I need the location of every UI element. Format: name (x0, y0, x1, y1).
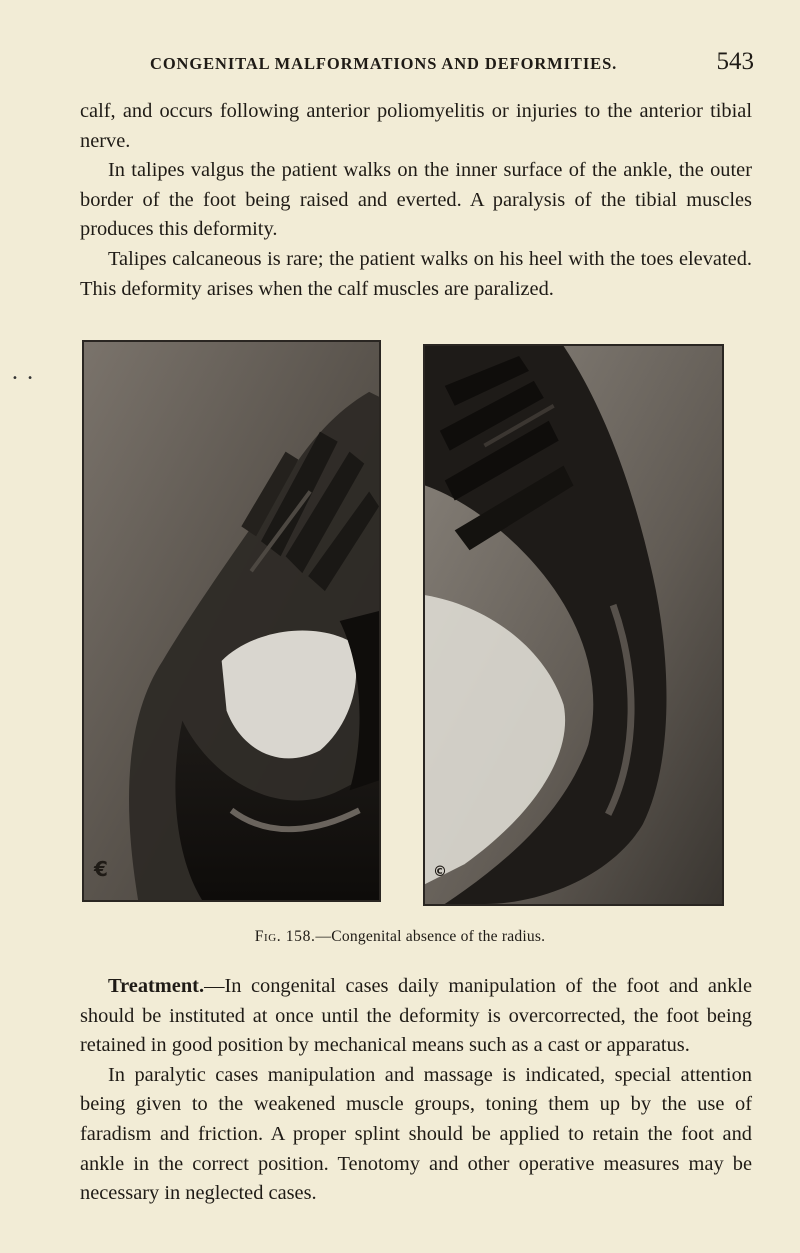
xray-left-svg (84, 342, 379, 900)
paragraph-talipes-valgus: In talipes valgus the patient walks on the inner surface of the ankle, the outer border of the foot being raised and everted. A paralysis of the tibial muscles produces this deformity. (80, 159, 752, 241)
figure-158 (82, 340, 724, 908)
plate-mark-right: © (433, 864, 447, 880)
upper-text (80, 97, 752, 304)
figure-caption (0, 928, 800, 946)
page-number: 543 (716, 48, 754, 75)
running-title: CONGENITAL MALFORMATIONS AND DEFORMITIES. (150, 54, 618, 73)
xray-right-svg (425, 346, 722, 904)
paragraph-talipes-calcaneous: Talipes calcaneous is rare; the patient walks on his heel with the toes elevated. This deformity arises when the calf muscles are paralized. (80, 247, 752, 300)
figure-caption-text: —Congenital absence of the radius. (315, 928, 546, 945)
running-head (78, 50, 754, 82)
xray-image-right (423, 344, 724, 906)
xray-image-left (82, 340, 381, 902)
plate-mark-left: € (94, 857, 108, 881)
treatment-congenital-text: —In congenital cases daily manipulation of the foot and ankle should be instituted at once until the deformity is overcorrected, the foot being retained in good position by mechanical means such as a cast or apparatus. (80, 975, 752, 1057)
paragraph-treatment-paralytic: In paralytic cases manipulation and massage is indicated, special attention being given to the weakened muscle groups, toning them up by the use of faradism and friction. A proper splint should be applied to retain the foot and ankle in the correct position. Tenotomy and other operative measures may be necessary in neglected cases. (80, 1063, 752, 1205)
treatment-section (80, 972, 752, 1209)
margin-marks: • • (12, 373, 36, 384)
paragraph-treatment-congenital (80, 972, 752, 1061)
treatment-heading: Treatment. (108, 975, 205, 997)
figure-label: Fig. 158. (254, 928, 316, 945)
paragraph-continuation: calf, and occurs following anterior poliomyelitis or injuries to the anterior tibial nerve. (80, 100, 752, 152)
